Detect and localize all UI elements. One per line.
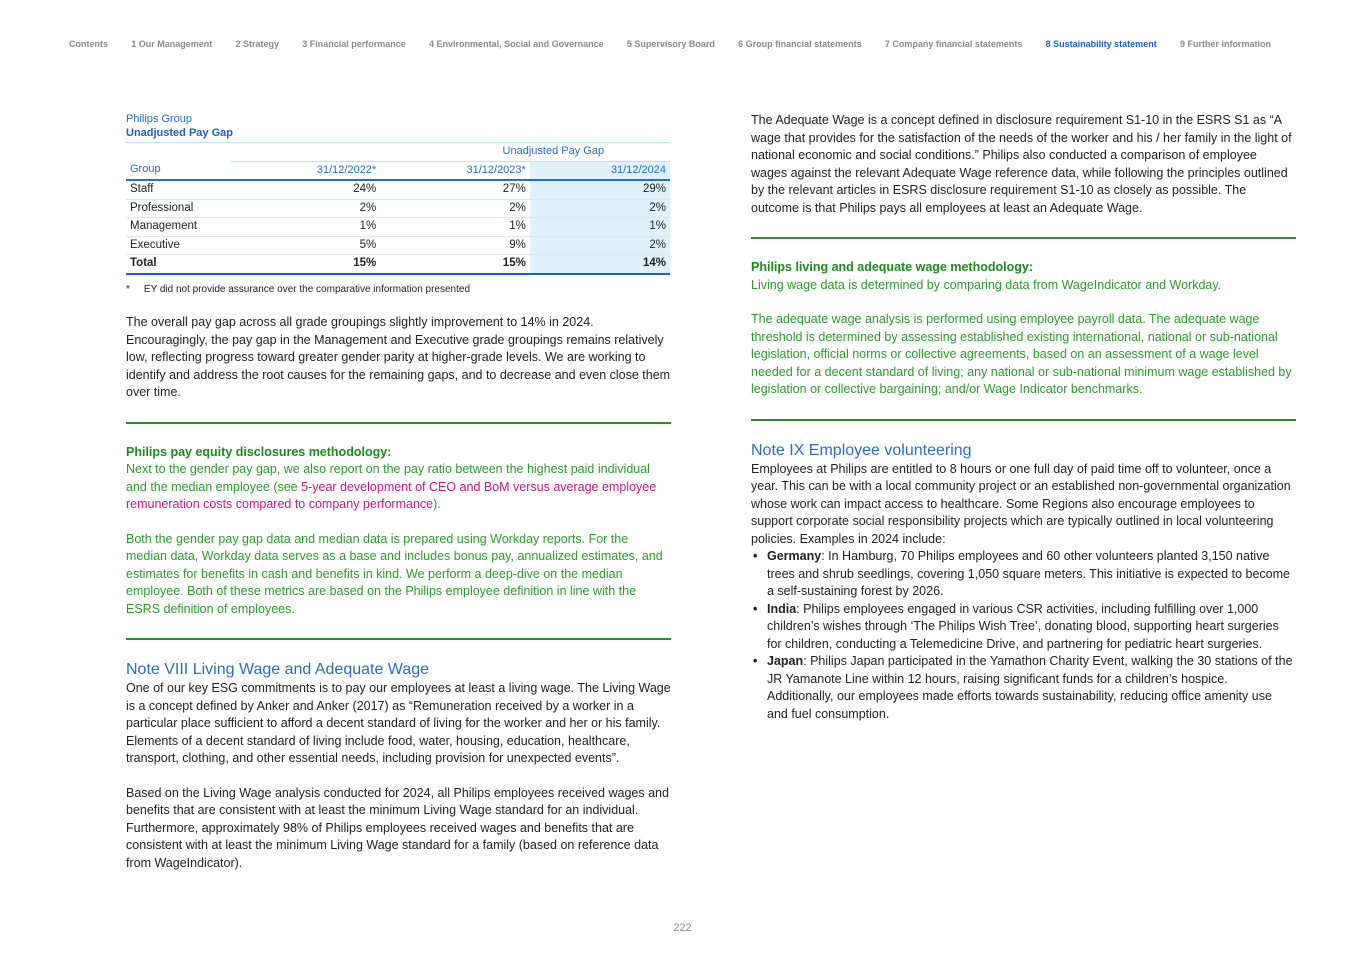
right-column <box>751 112 1296 723</box>
bullet-title: Germany <box>767 549 822 563</box>
table-supertitle: Philips Group <box>126 113 193 125</box>
nav-further-information[interactable]: 9 Further information <box>1179 39 1271 49</box>
adequate-wage-paragraph: The Adequate Wage is a concept defined in disclosure requirement S1-10 in the ESRS S1 as “A wage that provides for the satisfaction of the needs of the worker and his / her family in the light of national economic and social conditions.” Philips also conducted a comparison of employee wages against the relevant Adequate Wage reference data, while following the principles outlined by the relevant articles in ESRS disclosure requirement S1-10 as closely as possible. The outcome is that Philips pays all employees at least an Adequate Wage. <box>751 113 1292 215</box>
volunteering-paragraph: Employees at Philips are entitled to 8 hours or one full day of paid time off to volunteer, once a year. This can be with a local community project or an established non-governmental organization whose work can impact access to healthcare. Some Regions also encourage employees to support corporate social responsibility projects which are typically outlined in local volunteering policies. Examples in 2024 include: <box>751 461 1291 546</box>
nav-supervisory-board[interactable]: 5 Supervisory Board <box>626 39 715 49</box>
list-item <box>751 601 1296 654</box>
cell: Executive <box>126 236 231 255</box>
nav-sustainability-statement[interactable]: 8 Sustainability statement <box>1045 39 1157 49</box>
method-paragraph <box>126 461 671 514</box>
cell: 2% <box>231 199 381 218</box>
bullet-title: Japan <box>767 654 804 668</box>
method-text: ). <box>433 497 441 511</box>
nav-group-financial-statements[interactable]: 6 Group financial statements <box>738 39 862 49</box>
col-header: 31/12/2022* <box>231 161 381 180</box>
bullet-text: : Philips employees engaged in various CSR activities, including fulfilling over 1,000 children’s wishes through ‘The Philips Wish Tree’, donating blood, supporting heart surgeries for children, conducting a Telemedicine Drive, and partnering for pediatric heart surgeries. <box>767 601 1279 651</box>
col-header-group: Group <box>126 161 231 180</box>
pay-gap-paragraph: The overall pay gap across all grade groupings slightly improvement to 14% in 2024. Encouragingly, the pay gap in the Management and Executive grade groupings remains relatively low, reflecting progress toward greater gender parity at higher-grade levels. We are working to identify and address the root causes for the remaining gaps, and to decrease and even close them over time. <box>126 315 671 399</box>
footnote-mark: * <box>126 283 130 295</box>
cell: 2% <box>530 199 670 218</box>
living-wage-paragraph: One of our key ESG commitments is to pay our employees at least a living wage. The Living Wage is a concept defined by Anker and Anker (2017) as “Remuneration received by a worker in a particular place sufficient to afford a decent standard of living for the worker and her or his family. Elements of a decent standard of living include food, water, housing, education, healthcare, transport, clothing, and other essential needs, including provision for unexpected events”. <box>126 681 671 765</box>
divider <box>126 638 671 640</box>
nav-strategy[interactable]: 2 Strategy <box>235 39 280 49</box>
divider <box>126 422 671 424</box>
cell: 2% <box>530 236 670 255</box>
nav-company-financial-statements[interactable]: 7 Company financial statements <box>884 39 1023 49</box>
remuneration-link[interactable]: 5-year development of CEO and BoM versus average employee remuneration costs compared to company performance <box>126 479 657 511</box>
bullet-title: India <box>767 601 797 616</box>
table-row <box>126 236 670 255</box>
cell: 29% <box>530 180 670 199</box>
cell: 14% <box>530 255 670 274</box>
cell: Staff <box>126 180 231 199</box>
nav-financial-performance[interactable]: 3 Financial performance <box>302 39 406 49</box>
cell: 15% <box>231 255 381 274</box>
nav-our-management[interactable]: 1 Our Management <box>131 39 213 49</box>
cell: 2% <box>380 199 530 218</box>
cell: Management <box>126 218 231 237</box>
note-ix-title: Note IX Employee volunteering <box>751 441 972 459</box>
nav-esg[interactable]: 4 Environmental, Social and Governance <box>429 39 604 49</box>
group-header: Unadjusted Pay Gap <box>231 143 670 162</box>
cell: 24% <box>231 180 381 199</box>
table-row <box>126 199 670 218</box>
divider <box>751 237 1296 239</box>
note-viii-title: Note VIII Living Wage and Adequate Wage <box>126 661 430 678</box>
cell: Professional <box>126 199 231 218</box>
cell: 15% <box>380 255 530 274</box>
cell: 1% <box>380 218 530 237</box>
cell: 9% <box>380 236 530 255</box>
left-column <box>126 113 671 872</box>
cell: 1% <box>231 218 381 237</box>
table-total-row <box>126 255 670 274</box>
pay-gap-table <box>126 142 670 275</box>
bullet-text: : In Hamburg, 70 Philips employees and 60 other volunteers planted 3,150 native trees and shrub seedlings, covering 1,050 square meters. This initiative is expected to become a self-sustaining forest by 2026. <box>767 549 1290 598</box>
table-footnote <box>126 281 671 299</box>
cell: 1% <box>530 218 670 237</box>
table-title: Unadjusted Pay Gap <box>126 127 233 139</box>
col-header: 31/12/2023* <box>380 161 530 180</box>
wage-method-paragraph: Living wage data is determined by comparing data from WageIndicator and Workday. <box>751 277 1222 292</box>
volunteering-list <box>751 548 1296 723</box>
method-title: Philips pay equity disclosures methodology: <box>126 444 392 459</box>
list-item <box>751 653 1296 723</box>
cell: Total <box>126 255 231 274</box>
wage-method-title: Philips living and adequate wage methodology: <box>751 260 1033 274</box>
method-text: Next to the gender pay gap, we also report on the pay ratio between the highest paid individual and the median employee (see <box>126 462 650 494</box>
footnote-text: EY did not provide assurance over the comparative information presented <box>143 283 471 295</box>
top-navigation <box>69 39 1271 49</box>
divider <box>751 419 1296 421</box>
bullet-text: : Philips Japan participated in the Yamathon Charity Event, walking the 30 stations of the JR Yamanote Line within 12 hours, raising significant funds for a children’s hospice. Additionally, our employees made efforts towards sustainability, reducing office amenity use and fuel consumption. <box>767 654 1293 721</box>
nav-contents[interactable]: Contents <box>69 39 108 49</box>
page-number: 222 <box>673 922 692 934</box>
table-row <box>126 180 670 199</box>
table-row <box>126 218 670 237</box>
cell: 5% <box>231 236 381 255</box>
living-wage-analysis-paragraph: Based on the Living Wage analysis conducted for 2024, all Philips employees received wages and benefits that are consistent with at least the minimum Living Wage standard for an individual. Furthermore, approximately 98% of Philips employees received wages and benefits that are consistent with at least the minimum Living Wage standard for a family (based on reference data from WageIndicator). <box>126 785 669 870</box>
cell: 27% <box>380 180 530 199</box>
col-header: 31/12/2024 <box>530 161 670 180</box>
wage-method-paragraph-2: The adequate wage analysis is performed using employee payroll data. The adequate wage threshold is determined by assessing established existing international, national or sub-national legislation, official norms or collective agreements, based on an assessment of a wage level needed for a decent standard of living; any national or sub-national minimum wage established by legislation or collective bargaining; and/or Wage Indicator benchmarks. <box>751 312 1292 396</box>
list-item <box>751 548 1296 601</box>
method-paragraph-2: Both the gender pay gap data and median data is prepared using Workday reports. For the median data, Workday data serves as a base and includes bonus pay, annualized estimates, and estimates for benefits in cash and benefits in kind. We perform a deep-dive on the median employee. Both of these metrics are based on the Philips employee definition in line with the ESRS definition of employees. <box>126 531 663 616</box>
